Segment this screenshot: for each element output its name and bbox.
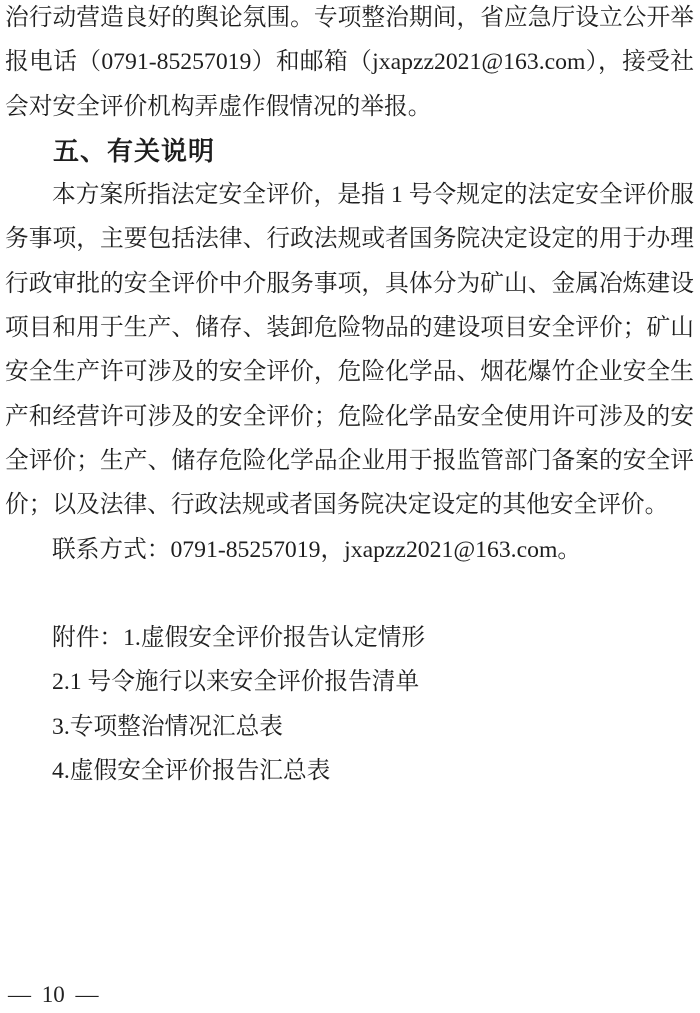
blank-line-spacer bbox=[5, 572, 694, 616]
attachment-item-4: 4.虚假安全评价报告汇总表 bbox=[52, 758, 331, 785]
attachment-item-3: 3.专项整治情况汇总表 bbox=[52, 713, 283, 740]
page-number: — 10 — bbox=[8, 982, 99, 1007]
attachments-label: 附件： bbox=[52, 625, 124, 652]
attachment-item-1: 1.虚假安全评价报告认定情形 bbox=[123, 625, 426, 652]
attachment-row-1 bbox=[52, 616, 694, 660]
attachment-list bbox=[52, 616, 694, 793]
section-heading: 五、有关说明 bbox=[53, 135, 216, 166]
attachment-item-2: 2.1 号令施行以来安全评价报告清单 bbox=[52, 669, 420, 696]
document-page bbox=[5, 0, 694, 793]
paragraph-explanation: 本方案所指法定安全评价，是指 1 号令规定的法定安全评价服务事项，主要包括法律、行政法规或者国务院决定设定的用于办理行政审批的安全评价中介服务事项，具体分为矿山、金属冶炼建设项目和用于生产、储存、装卸危险物品的建设项目安全评价；矿山安全生产许可涉及的安全评价，危险化学品、烟花爆竹企业安全生产和经营许可涉及的安全评价；危险化学品安全使用许可涉及的安全评价；生产、储存危险化学品企业用于报监管部门备案的安全评价；以及法律、行政法规或者国务院决定设定的其他安全评价。 bbox=[5, 182, 694, 519]
paragraph-contact: 联系方式：0791-85257019，jxapzz2021@163.com。 bbox=[52, 536, 582, 563]
paragraph-continuation: 治行动营造良好的舆论氛围。专项整治期间，省应急厅设立公开举报电话（0791-85257019）和邮箱（jxapzz2021@163.com），接受社会对安全评价机构弄虚作假情况的举报。 bbox=[5, 5, 694, 120]
